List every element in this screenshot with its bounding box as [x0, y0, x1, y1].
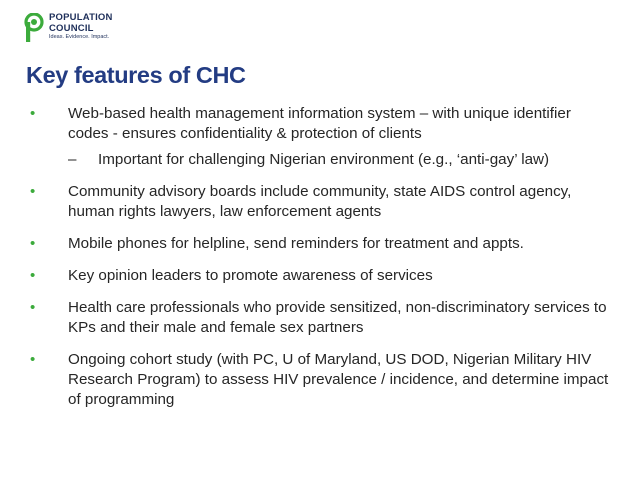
bullet-list — [30, 104, 615, 410]
bullet-text: Ongoing cohort study (with PC, U of Maryland, US DOD, Nigerian Military HIV Research Program) to assess HIV prevalence / incidence, and determine impact of programming — [68, 351, 609, 408]
bullet-item-cohort-study — [30, 350, 615, 410]
bullet-item-hmis — [30, 104, 615, 170]
logo-wordmark-line2: COUNCIL — [49, 22, 94, 34]
bullet-text: Community advisory boards include community, state AIDS control agency, human rights lawyers, law enforcement agents — [68, 183, 572, 220]
bullet-item-mobile-phones — [30, 234, 615, 254]
bullet-text: Web-based health management information system – with unique identifier codes - ensures confidentiality & protection of clients — [68, 105, 571, 142]
bullet-item-advisory-boards — [30, 182, 615, 222]
dash-marker: – — [68, 151, 77, 168]
bullet-text: Mobile phones for helpline, send reminders for treatment and appts. — [68, 235, 524, 252]
slide-title: Key features of CHC — [26, 62, 246, 88]
sub-bullet-item — [68, 150, 615, 170]
logo-wordmark-line1: POPULATION — [49, 12, 113, 23]
bullet-text: Health care professionals who provide sensitized, non-discriminatory services to KPs and their male and female sex partners — [68, 299, 607, 336]
slide-body — [30, 104, 615, 422]
bullet-text: Key opinion leaders to promote awareness of services — [68, 267, 433, 284]
bullet-item-health-professionals — [30, 298, 615, 338]
logo-tagline: Ideas. Evidence. Impact. — [49, 34, 110, 40]
bullet-item-opinion-leaders — [30, 266, 615, 286]
population-council-logo — [24, 13, 113, 43]
sub-bullet-list — [68, 150, 615, 170]
population-council-logo-icon — [24, 13, 44, 43]
sub-bullet-text: Important for challenging Nigerian environment (e.g., ‘anti-gay’ law) — [98, 151, 550, 168]
